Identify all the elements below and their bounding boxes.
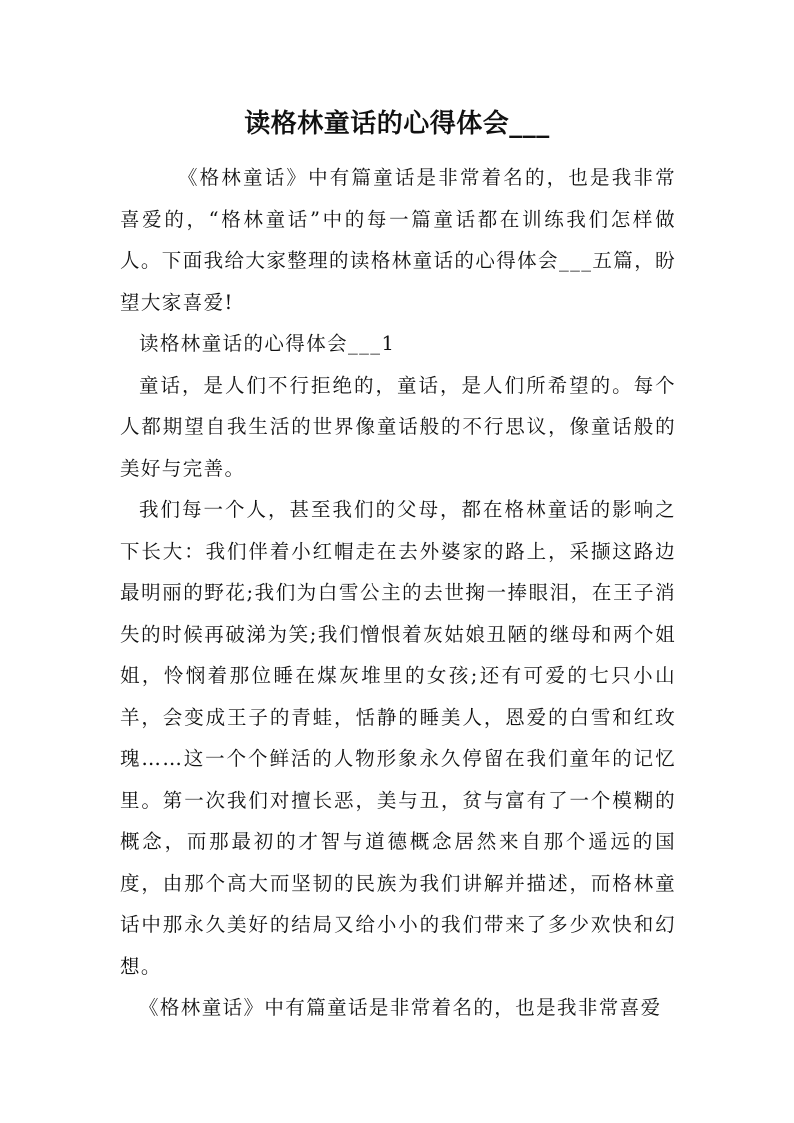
body-paragraph: 我们每一个人，甚至我们的父母，都在格林童话的影响之下长大：我们伴着小红帽走在去外婆家的路上，采撷这路边最明丽的野花;我们为白雪公主的去世掬一捧眼泪，在王子消失的时候再破涕为笑;我们憎恨着灰姑娘丑陋的继母和两个姐姐，怜悯着那位睡在煤灰堆里的女孩;还有可爱的七只小山羊，会变成王子的青蛙，恬静的睡美人，恩爱的白雪和红玫瑰……这一个个鲜活的人物形象永久停留在我们童年的记忆里。第一次我们对擅长恶，美与丑，贫与富有了一个模糊的概念，而那最初的才智与道德概念居然来自那个遥远的国度，由那个高大而坚韧的民族为我们讲解并描述，而格林童话中那永久美好的结局又给小小的我们带来了多少欢快和幻想。 [120, 498, 676, 978]
intro-paragraph: 《格林童话》中有篇童话是非常着名的，也是我非常喜爱的，“格林童话”中的每一篇童话都在训练我们怎样做人。下面我给大家整理的读格林童话的心得体会___五篇，盼望大家喜爱! [120, 166, 676, 314]
document-title: 读格林童话的心得体会___ [244, 109, 550, 139]
section-heading: 读格林童话的心得体会___1 [139, 332, 396, 355]
document-body [120, 157, 676, 1029]
body-paragraph: 《格林童话》中有篇童话是非常着名的，也是我非常喜爱 [139, 996, 662, 1019]
body-paragraph: 童话，是人们不行拒绝的，童话，是人们所希望的。每个人都期望自我生活的世界像童话般的不行思议，像童话般的美好与完善。 [120, 373, 676, 480]
